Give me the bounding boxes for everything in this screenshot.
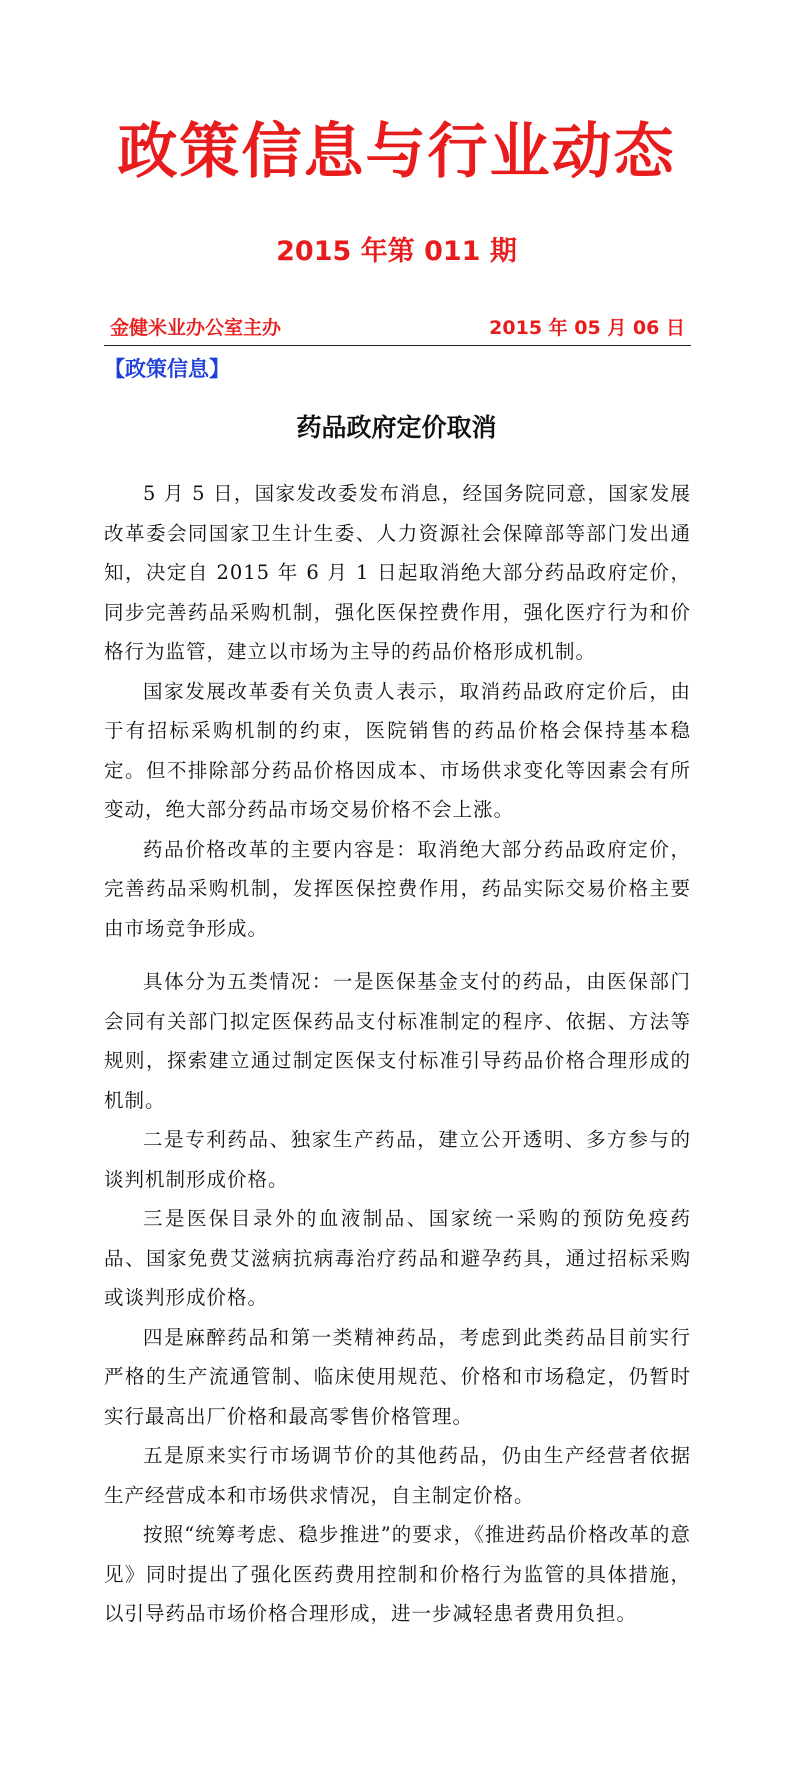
article-paragraph: 药品价格改革的主要内容是：取消绝大部分药品政府定价，完善药品采购机制，发挥医保控费作用，药品实际交易价格主要由市场竞争形成。: [104, 837, 691, 940]
article-paragraph: 三是医保目录外的血液制品、国家统一采购的预防免疫药品、国家免费艾滋病抗病毒治疗药品和避孕药具，通过招标采购或谈判形成价格。: [104, 1207, 691, 1309]
article-body: [104, 474, 691, 1634]
article-paragraph: 四是麻醉药品和第一类精神药品，考虑到此类药品目前实行严格的生产流通管制、临床使用规范、价格和市场稳定，仍暂时实行最高出厂价格和最高零售价格管理。: [104, 1325, 691, 1428]
header-divider: [104, 345, 691, 346]
article-paragraph: 具体分为五类情况：一是医保基金支付的药品，由医保部门会同有关部门拟定医保药品支付标准制定的程序、依据、方法等规则，探索建立通过制定医保支付标准引导药品价格合理形成的机制。: [104, 970, 691, 1112]
article-paragraph: 国家发展改革委有关负责人表示，取消药品政府定价后，由于有招标采购机制的约束，医院销售的药品价格会保持基本稳定。但不排除部分药品价格因成本、市场供求变化等因素会有所变动，绝大部分药品市场交易价格不会上涨。: [104, 679, 691, 821]
article-paragraph: 五是原来实行市场调节价的其他药品，仍由生产经营者依据生产经营成本和市场供求情况，自主制定价格。: [104, 1444, 691, 1507]
article-paragraph: 二是专利药品、独家生产药品，建立公开透明、多方参与的谈判机制形成价格。: [104, 1128, 691, 1191]
section-tag: 【政策信息】: [104, 357, 230, 381]
article-paragraph: 5 月 5 日，国家发改委发布消息，经国务院同意，国家发展改革委会同国家卫生计生委、人力资源社会保障部等部门发出通知，决定自 2015 年 6 月 1 日起取消绝大部分药品政府定价，同步完善药品采购机制，强化医保控费作用，强化医疗行为和价格行为监管，建立以市场为主导的药品价格形成机制。: [104, 482, 691, 663]
article-title: 药品政府定价取消: [296, 413, 497, 442]
masthead-title: 政策信息与行业动态: [117, 117, 676, 187]
organizer-label: 金健米业办公室主办: [110, 317, 282, 339]
issue-number: 2015 年第 011 期: [276, 236, 517, 267]
issue-date: 2015 年 05 月 06 日: [489, 317, 685, 339]
article-paragraph: 按照“统筹考虑、稳步推进”的要求，《推进药品价格改革的意见》同时提出了强化医药费用控制和价格行为监管的具体措施，以引导药品市场价格合理形成，进一步减轻患者费用负担。: [104, 1523, 691, 1625]
masthead-info-row: [104, 312, 691, 344]
